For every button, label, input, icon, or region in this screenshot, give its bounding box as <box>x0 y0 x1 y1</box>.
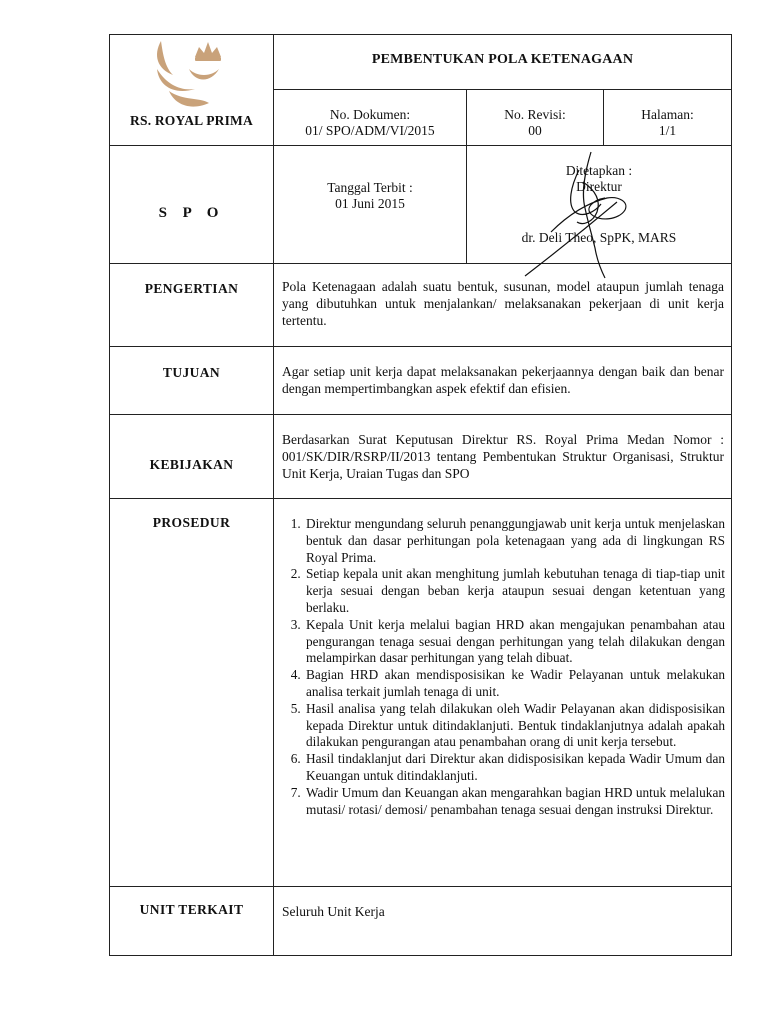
kebijakan-label-cell <box>110 415 273 498</box>
tujuan-label-cell <box>110 347 273 414</box>
border-bottom <box>109 955 732 956</box>
logo-cell <box>110 35 273 145</box>
page-number-label: Halaman: <box>641 107 694 122</box>
prosedur-label-cell <box>110 499 273 886</box>
spo-label-cell <box>110 146 273 263</box>
prosedur-step: 7. Wadir Umum dan Keuangan akan mengarahkan bagian HRD untuk melalukan mutasi/ rotasi/ demosi/ penambahan tenaga sesuai dengan instruksi Direktur. <box>304 785 725 819</box>
approved-label: Ditetapkan : <box>565 163 633 178</box>
signer-name: dr. Deli Theo, SpPK, MARS <box>521 230 677 245</box>
prosedur-step: 3. Kepala Unit kerja melalui bagian HRD akan mengajukan penambahan atau pengurangan tenaga sesuai dengan perhitungan yang telah dilakukan dengan melampirkan dasar perhitungan yang telah dibuat. <box>304 617 725 667</box>
document-number-cell <box>274 90 466 145</box>
prosedur-step: 5. Hasil analisa yang telah dilakukan oleh Wadir Pelayanan akan didisposisikan kepada Direktur untuk ditindaklanjuti. Bentuk tindaklanjutnya adalah apakah dilakukan pengurangan atau penambahan orang di unit kerja tersebut. <box>304 701 725 751</box>
unit-terkait-label: UNIT TERKAIT <box>139 902 244 917</box>
revision-value: 00 <box>528 123 542 138</box>
kebijakan-text: Berdasarkan Surat Keputusan Direktur RS. Royal Prima Medan Nomor : 001/SK/DIR/RSRP/II/2013 tentang Pembentukan Struktur Organisasi, Struktur Unit Kerja, Uraian Tugas dan SPO <box>282 432 724 481</box>
border-right <box>731 34 732 956</box>
revision-cell <box>467 90 603 145</box>
prosedur-step: 2. Setiap kepala unit akan menghitung jumlah kebutuhan tenaga di tiap-tiap unit kerja sesuai dengan beban kerja ataupun sesuai dengan ketentuan yang berlaku. <box>304 566 725 616</box>
document-number-label: No. Dokumen: <box>329 107 411 122</box>
prosedur-label: PROSEDUR <box>152 515 231 530</box>
kebijakan-label: KEBIJAKAN <box>149 457 234 472</box>
prosedur-steps-cell <box>280 516 725 818</box>
tujuan-label: TUJUAN <box>162 365 221 380</box>
document-title-cell <box>274 35 731 89</box>
royal-prima-crown-logo-icon <box>153 39 233 115</box>
unit-terkait-text: Seluruh Unit Kerja <box>282 904 385 919</box>
page-number-value: 1/1 <box>658 123 677 138</box>
revision-label: No. Revisi: <box>504 107 566 122</box>
unit-terkait-label-cell <box>110 887 273 955</box>
signature-icon <box>521 152 641 282</box>
tujuan-text: Agar setiap unit kerja dapat melaksanakan pekerjaannya dengan baik dan benar dengan mempertimbangkan aspek efektif dan efisien. <box>282 364 724 396</box>
approval-cell <box>467 146 731 263</box>
approved-role: Direktur <box>576 179 622 194</box>
page-number-cell <box>604 90 731 145</box>
issue-date-value: 01 Juni 2015 <box>335 196 405 211</box>
pengertian-label: PENGERTIAN <box>144 281 239 296</box>
prosedur-step: 6. Hasil tindaklanjut dari Direktur akan didisposisikan kepada Wadir Umum dan Keuangan untuk ditindaklanjuti. <box>304 751 725 785</box>
prosedur-step: 1. Direktur mengundang seluruh penanggungjawab unit kerja untuk menjelaskan bentuk dan dasar perhitungan pola ketenagaan yang ada di lingkungan RS Royal Prima. <box>304 516 725 566</box>
pengertian-label-cell <box>110 264 273 346</box>
issue-date-label: Tanggal Terbit : <box>327 180 413 195</box>
document-title: PEMBENTUKAN POLA KETENAGAAN <box>371 52 634 67</box>
issue-date-cell <box>274 146 466 263</box>
prosedur-step: 4. Bagian HRD akan mendisposisikan ke Wadir Pelayanan untuk melakukan analisa terkait jumlah tenaga di unit. <box>304 667 725 701</box>
hospital-name: RS. ROYAL PRIMA <box>130 113 253 128</box>
spo-label: S P O <box>158 205 225 221</box>
document-number-value: 01/ SPO/ADM/VI/2015 <box>305 123 435 138</box>
prosedur-steps-list <box>280 516 725 818</box>
pengertian-text: Pola Ketenagaan adalah suatu bentuk, susunan, model ataupun jumlah tenaga yang dibutuhkan untuk menjalankan/ melaksanakan pekerjaan di unit kerja tertentu. <box>282 279 724 328</box>
